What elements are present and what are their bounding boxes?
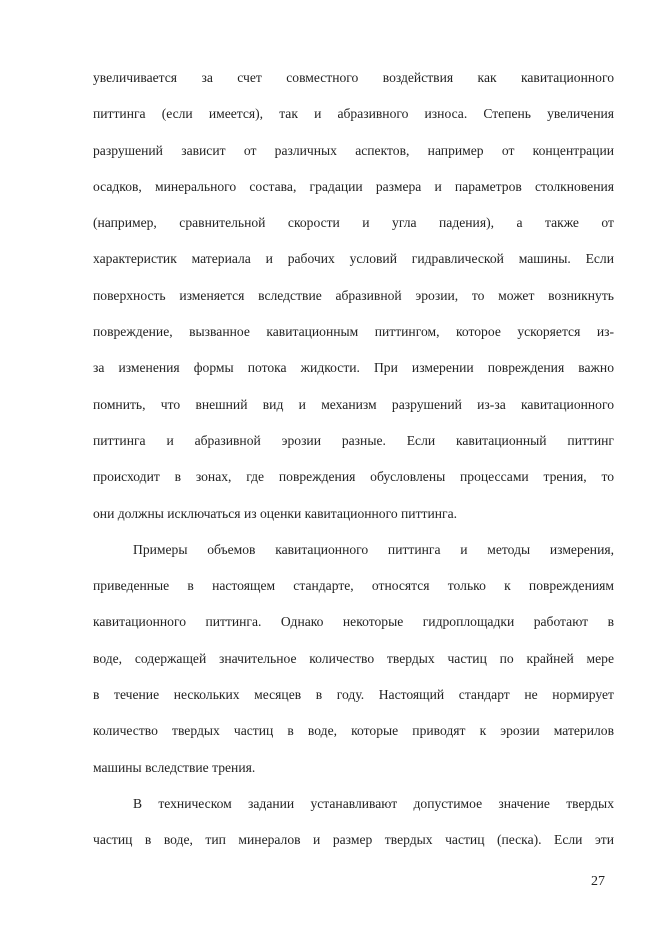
text-line: Примеры объемов кавитационного питтинга и методы измерения, bbox=[133, 541, 614, 557]
text-line: питтинга (если имеется), так и абразивного износа. Степень увеличения bbox=[93, 106, 614, 122]
text-line: они должны исключаться из оценки кавитационного питтинга. bbox=[93, 505, 458, 521]
text-line: В техническом задании устанавливают допустимое значение твердых bbox=[133, 795, 614, 811]
text-line: увеличивается за счет совместного воздействия как кавитационного bbox=[93, 70, 614, 85]
body-text bbox=[93, 64, 614, 863]
paragraph bbox=[93, 790, 614, 863]
text-line: помнить, что внешний вид и механизм разрушений из-за кавитационного bbox=[93, 396, 614, 412]
text-line: характеристик материала и рабочих условий гидравлической машины. Если bbox=[93, 251, 614, 267]
text-line: поверхность изменяется вследствие абразивной эрозии, то может возникнуть bbox=[93, 287, 614, 303]
text-line: частиц в воде, тип минералов и размер твердых частиц (песка). Если эти bbox=[93, 832, 614, 848]
text-line: в течение нескольких месяцев в году. Настоящий стандарт не нормирует bbox=[93, 687, 614, 703]
text-line: повреждение, вызванное кавитационным питтингом, которое ускоряется из- bbox=[93, 324, 614, 340]
text-line: воде, содержащей значительное количество твердых частиц по крайней мере bbox=[93, 650, 614, 666]
text-line: количество твердых частиц в воде, которые приводят к эрозии материлов bbox=[93, 723, 614, 739]
text-line: происходит в зонах, где повреждения обусловлены процессами трения, то bbox=[93, 469, 614, 485]
text-line: машины вследствие трения. bbox=[93, 759, 256, 775]
paragraph bbox=[93, 64, 614, 536]
text-line: (например, сравнительной скорости и угла падения), а также от bbox=[93, 215, 614, 231]
text-line: осадков, минерального состава, градации размера и параметров столкновения bbox=[93, 178, 614, 194]
paragraph bbox=[93, 536, 614, 790]
text-line: питтинга и абразивной эрозии разные. Если кавитационный питтинг bbox=[93, 432, 614, 448]
text-line: приведенные в настоящем стандарте, относятся только к повреждениям bbox=[93, 578, 614, 594]
page-number: 27 bbox=[591, 874, 605, 889]
text-line: кавитационного питтинга. Однако некоторые гидроплощадки работают в bbox=[93, 614, 614, 630]
text-line: разрушений зависит от различных аспектов, например от концентрации bbox=[93, 142, 614, 158]
text-line: за изменения формы потока жидкости. При измерении повреждения важно bbox=[93, 360, 614, 376]
